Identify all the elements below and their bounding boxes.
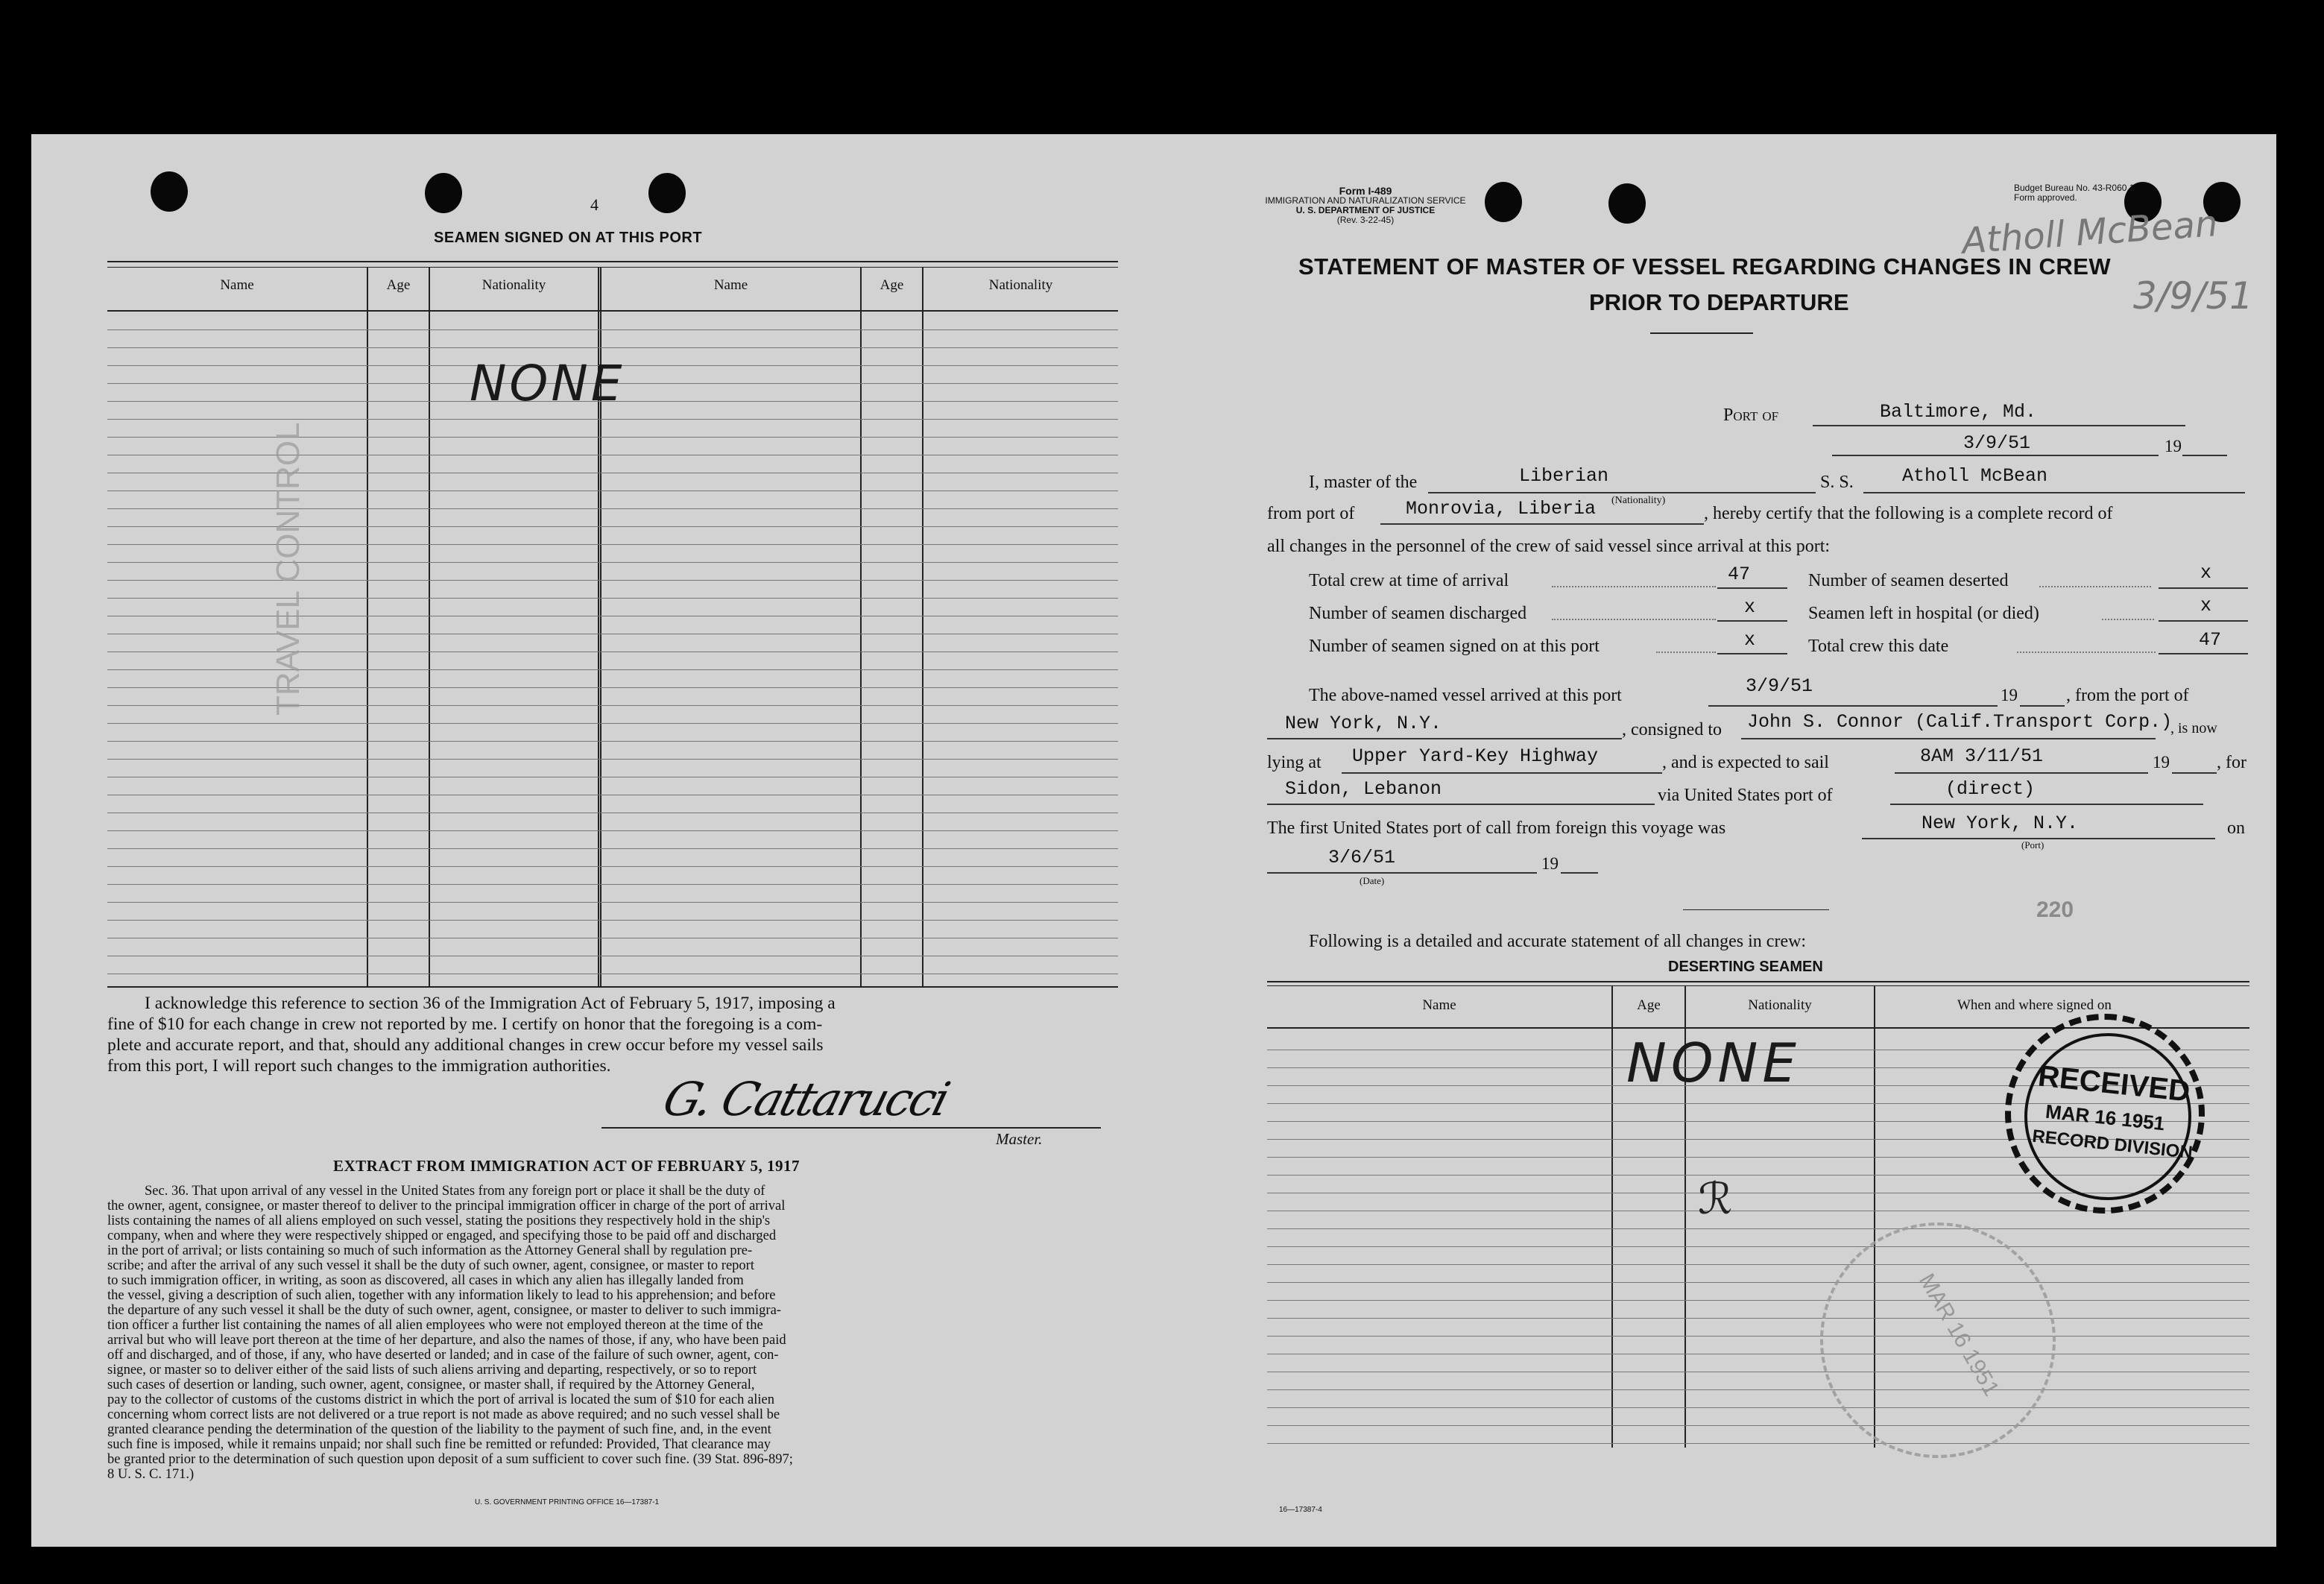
extract-line: Sec. 36. That upon arrival of any vessel in the United States from any foreign port or place it shall be the duty of [145, 1184, 765, 1199]
destination-value: Sidon, Lebanon [1285, 778, 1442, 800]
on-label: on [2227, 818, 2245, 838]
date-caption: (Date) [1360, 875, 1385, 886]
handwritten-date-note: 3/9/51 [2133, 274, 2253, 318]
col-header-name: Name [220, 277, 254, 293]
master-signature: G. Cattarucci [657, 1072, 954, 1126]
handwritten-initials: ℛ [1698, 1173, 1733, 1224]
form-subtitle: PRIOR TO DEPARTURE [1589, 289, 1849, 315]
stat-value: x [2200, 595, 2212, 616]
extract-line: off and discharged, and of those, if any, who have deserted or landed; and in case of the failure of such owner, agent, con- [107, 1348, 779, 1363]
stat-label: Total crew at time of arrival [1309, 571, 1509, 590]
arrived-value: 3/9/51 [1746, 675, 1813, 697]
consigned-label: , consigned to [1622, 720, 1722, 739]
extract-line: concerning whom correct lists are not delivered or a true report is not made as above required; and no such vessel shall be [107, 1407, 780, 1422]
master-label: Master. [996, 1130, 1043, 1148]
received-stamp-bottom: RECORD DIVISION [2031, 1126, 2194, 1164]
extract-line: lists containing the names of all aliens employed on such vessel, stating the positions they respectively hold in the ship's [107, 1214, 771, 1228]
extract-line: arrival but who will leave port thereon at the time of her departure, and also the names of those, if any, who have been paid [107, 1333, 786, 1348]
extract-line: signee, or master so to deliver either of the said lists of such aliens arriving and departing, respectively, or so to report [107, 1363, 757, 1378]
consignee-value: John S. Connor (Calif.Transport Corp.) [1747, 711, 2173, 733]
extract-line: 8 U. S. C. 171.) [107, 1467, 195, 1482]
nationality-caption: (Nationality) [1611, 495, 1666, 506]
signed-on-heading: SEAMEN SIGNED ON AT THIS PORT [434, 230, 703, 246]
extract-line: company, when and where they were respectively shipped or engaged, and specifying those to be paid off and discharged [107, 1228, 777, 1243]
following-text: Following is a detailed and accurate statement of all changes in crew: [1309, 932, 1807, 951]
col-header-when-where: When and where signed on [1957, 997, 2112, 1013]
form-approved: Form approved. [2014, 192, 2077, 203]
faint-stamp [1820, 1222, 2056, 1458]
stat-label: Seamen left in hospital (or died) [1808, 604, 2039, 623]
right-printer-line: 16—17387-4 [1279, 1506, 1322, 1514]
acknowledgement-text [107, 993, 1118, 1076]
page-number: 4 [590, 195, 599, 214]
certify-text: , hereby certify that the following is a complete record of [1704, 504, 2113, 523]
stat-label: Number of seamen deserted [1808, 571, 2009, 590]
master-of-label: I, master of the [1309, 473, 1418, 492]
first-date-value: 3/6/51 [1328, 847, 1396, 868]
extract-line: granted clearance pending the determination of the question of the liability to the payment of such fine, and, in the event [107, 1422, 771, 1437]
port-label: Port of [1723, 406, 1779, 425]
first-port-label: The first United States port of call from foreign this voyage was [1267, 818, 1726, 838]
received-stamp-top: RECEIVED [2036, 1059, 2192, 1108]
arrived-label: The above-named vessel arrived at this port [1309, 686, 1622, 705]
date-value: 3/9/51 [1963, 432, 2031, 454]
handwritten-none: NONE [1626, 1032, 1801, 1094]
extract-body [107, 1184, 1121, 1482]
budget-number: Budget Bureau No. 43-R060.1. [2014, 183, 2137, 193]
col-header-name: Name [713, 277, 748, 293]
lying-at-value: Upper Yard-Key Highway [1352, 745, 1599, 767]
from-the-port-label: , from the port of [2066, 686, 2189, 705]
lying-at-label: lying at [1267, 753, 1322, 772]
port-caption: (Port) [2021, 839, 2044, 851]
budget-bureau [2014, 183, 2137, 203]
col-header-age: Age [386, 277, 411, 293]
col-header-nationality: Nationality [1748, 997, 1812, 1013]
form-header [1254, 186, 1477, 225]
stamp-number: 220 [2036, 897, 2074, 922]
form-number: Form I-489 [1339, 185, 1392, 197]
extract-line: the departure of any such vessel it shall be the duty of such owner, agent, consignee, or master to deliver to such immigra- [107, 1303, 781, 1318]
port-value: Baltimore, Md. [1880, 401, 2037, 423]
ss-label: S. S. [1820, 473, 1854, 492]
punch-hole [425, 173, 462, 213]
via-value: (direct) [1945, 778, 2036, 800]
handwritten-none: NONE [470, 355, 625, 412]
extract-line: in the port of arrival; or lists containing so much of such information as the Attorney General shall by regulation pre- [107, 1243, 753, 1258]
form-department: U. S. DEPARTMENT OF JUSTICE [1295, 205, 1436, 215]
ack-line: from this port, I will report such changes to the immigration authorities. [107, 1056, 611, 1076]
form-title: STATEMENT OF MASTER OF VESSEL REGARDING CHANGES IN CREW [1298, 253, 2112, 280]
stat-value: x [2200, 562, 2212, 584]
is-now-label: , is now [2170, 720, 2217, 736]
stat-label: Number of seamen discharged [1309, 604, 1527, 623]
col-header-nationality: Nationality [481, 277, 546, 293]
stat-label: Total crew this date [1808, 637, 1949, 656]
extract-line: the owner, agent, consignee, or master thereof to deliver to the principal immigration officer in charge of the port of arrival [107, 1199, 786, 1214]
year-prefix: 19 [2153, 753, 2170, 772]
col-header-age: Age [1637, 997, 1661, 1013]
col-header-nationality: Nationality [988, 277, 1053, 293]
document-sheet [31, 134, 2276, 1547]
via-label: via United States port of [1658, 786, 1833, 805]
extract-line: scribe; and after the arrival of any such vessel it shall be the duty of such owner, agent, consignee, or master to report [107, 1258, 754, 1273]
left-printer-line: U. S. GOVERNMENT PRINTING OFFICE 16—17387-1 [475, 1498, 660, 1506]
from-port-label: from port of [1267, 504, 1355, 523]
expected-label: , and is expected to sail [1662, 753, 1829, 772]
extract-line: tion officer a further list containing the names of all alien employees who were not employed thereon at the time of the [107, 1318, 763, 1333]
punch-hole [1485, 182, 1522, 222]
extract-line: such fine is imposed, while it remains unpaid; nor shall such fine be remitted or refunded: Provided, That clearance may [107, 1437, 771, 1452]
extract-line: to such immigration officer, in writing, as soon as discovered, all cases in which any alien has illegally landed from [107, 1273, 744, 1288]
extract-line: the vessel, giving a description of such alien, together with any information likely to lead to his apprehension; and before [107, 1288, 776, 1303]
extract-line: such cases of desertion or landing, such owner, agent, consignee, or master shall, if required by the Attorney General, [107, 1378, 755, 1392]
stat-value: x [1744, 596, 1756, 618]
col-header-name: Name [1422, 997, 1456, 1013]
certify-text-2: all changes in the personnel of the crew of said vessel since arrival at this port: [1267, 537, 1831, 556]
received-stamp [2005, 1014, 2205, 1214]
first-port-value: New York, N.Y. [1922, 812, 2079, 834]
received-stamp-date: MAR 16 1951 [2044, 1099, 2166, 1135]
extract-title: EXTRACT FROM IMMIGRATION ACT OF FEBRUARY 5, 1917 [333, 1157, 801, 1175]
ack-line: plete and accurate report, and that, should any additional changes in crew occur before my vessel sails [107, 1035, 824, 1055]
from-port-value: Monrovia, Liberia [1406, 498, 1597, 520]
punch-hole [648, 173, 686, 213]
ack-line: I acknowledge this reference to section 36 of the Immigration Act of February 5, 1917, imposing a [145, 994, 836, 1013]
nationality-value: Liberian [1519, 465, 1609, 487]
sail-value: 8AM 3/11/51 [1920, 745, 2044, 767]
margin-stamp: TRAVEL CONTROL [270, 422, 306, 716]
stat-value: 47 [2199, 629, 2222, 651]
faint-stamp-date: MAR 16 1951 [1914, 1269, 2004, 1401]
form-revision: (Rev. 3-22-45) [1336, 215, 1395, 225]
stat-label: Number of seamen signed on at this port [1309, 637, 1600, 656]
year-prefix: 19 [2164, 437, 2182, 455]
ship-name: Atholl McBean [1902, 465, 2048, 487]
stat-value: x [1744, 629, 1756, 651]
punch-hole [1608, 183, 1646, 224]
year-prefix: 19 [1541, 854, 1559, 873]
form-agency: IMMIGRATION AND NATURALIZATION SERVICE [1265, 195, 1466, 206]
for-label: , for [2217, 753, 2246, 772]
extract-line: pay to the collector of customs of the customs district in which the port of arrival is located the sum of $10 for each alien [107, 1392, 774, 1407]
stat-value: 47 [1728, 564, 1751, 585]
year-prefix: 19 [2001, 686, 2018, 704]
punch-hole [151, 171, 188, 212]
extract-line: be granted prior to the determination of such question upon deposit of a sum sufficient to cover such fine. (39 Stat. 896-897; [107, 1452, 793, 1467]
deserting-heading: DESERTING SEAMEN [1668, 959, 1823, 975]
col-header-age: Age [880, 277, 904, 293]
prev-port-value: New York, N.Y. [1285, 713, 1442, 734]
handwritten-vessel-note: Atholl McBean [1960, 203, 2220, 262]
ack-line: fine of $10 for each change in crew not reported by me. I certify on honor that the foregoing is a com- [107, 1015, 823, 1034]
